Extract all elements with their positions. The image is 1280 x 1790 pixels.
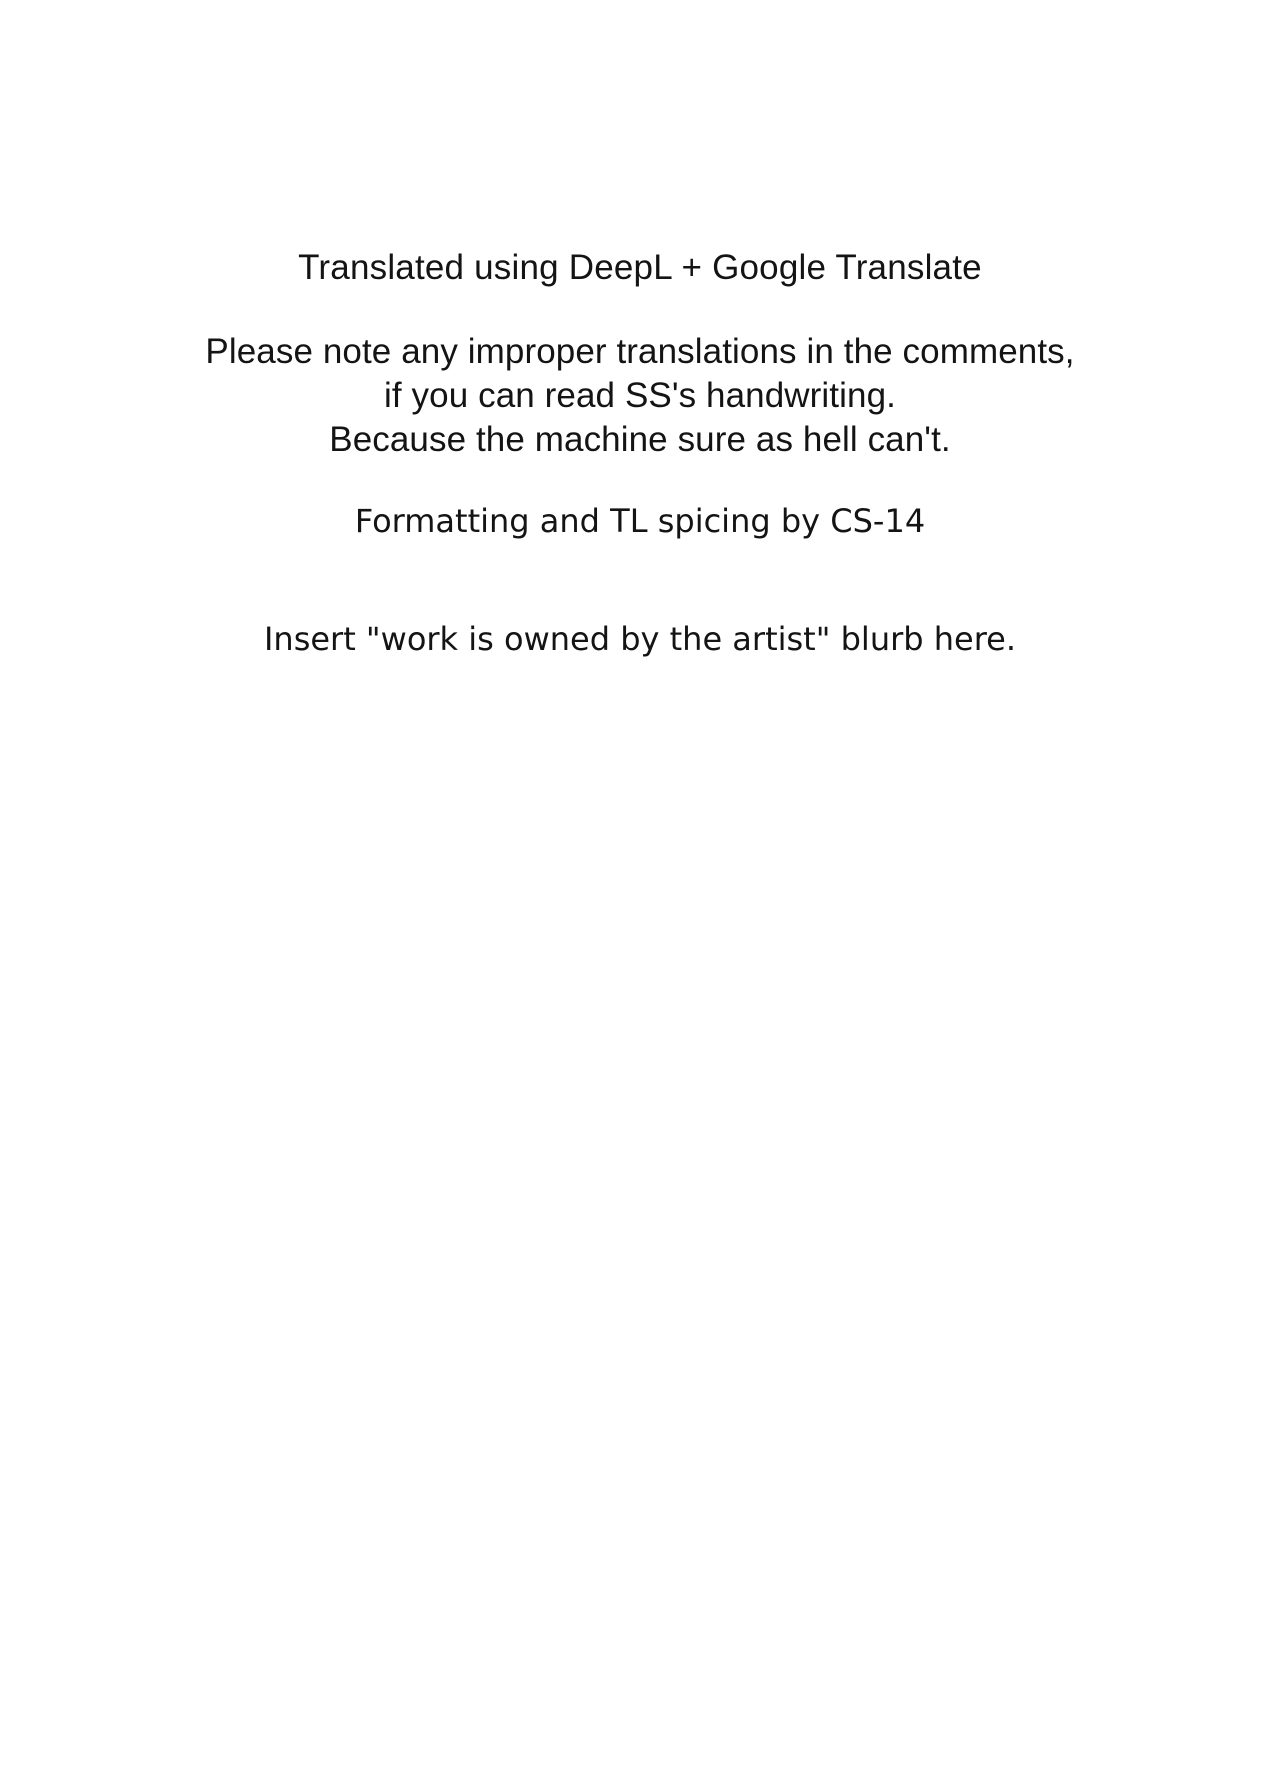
ownership-blurb: Insert "work is owned by the artist" blurb here. xyxy=(263,620,1017,658)
translation-note-line-2: if you can read SS's handwriting. xyxy=(384,376,896,415)
translation-note-line-3: Because the machine sure as hell can't. xyxy=(329,420,951,459)
formatting-credit: Formatting and TL spicing by CS-14 xyxy=(354,502,926,540)
translation-credit-header: Translated using DeepL + Google Translate xyxy=(298,248,982,287)
spacer-after-formatting xyxy=(0,542,1280,618)
spacer-after-header xyxy=(0,290,1280,330)
credits-block xyxy=(0,246,1280,660)
translation-note-line-1: Please note any improper translations in the comments, xyxy=(205,332,1075,371)
spacer-after-note xyxy=(0,462,1280,500)
